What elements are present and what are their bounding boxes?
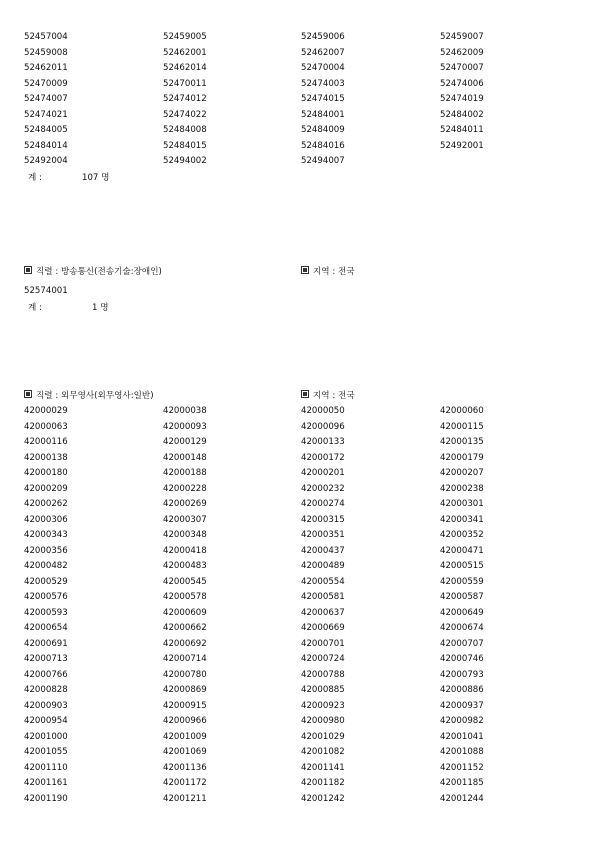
applicant-number: 42000269	[163, 499, 207, 509]
total-value: 107 명	[82, 172, 110, 183]
applicant-number: 52484002	[440, 109, 484, 120]
applicant-number: 42000341	[440, 514, 484, 525]
applicant-number: 42000301	[440, 499, 484, 509]
section-header-3	[24, 388, 584, 404]
applicant-number: 52492001	[440, 140, 484, 151]
applicant-number: 42001069	[163, 747, 207, 757]
applicant-number: 52484015	[163, 140, 207, 151]
applicant-number: 42000915	[163, 700, 207, 711]
applicant-number: 42000886	[440, 685, 484, 695]
applicant-number: 42000489	[301, 561, 345, 571]
total-label: 계 :	[28, 172, 42, 183]
region-label	[301, 388, 355, 404]
applicant-number: 52484001	[301, 109, 345, 120]
applicant-number: 42000307	[163, 514, 207, 525]
applicant-number: 52459008	[24, 47, 68, 58]
applicant-number: 42000232	[301, 483, 345, 494]
applicant-number: 52474012	[163, 94, 207, 104]
applicant-number: 42000554	[301, 576, 345, 587]
applicant-number: 42000923	[301, 700, 345, 711]
applicant-number: 42001141	[301, 762, 345, 773]
applicant-number: 52484005	[24, 125, 68, 135]
applicant-number: 42000885	[301, 685, 345, 695]
applicant-number: 52574001	[24, 286, 68, 296]
square-bullet-icon	[301, 390, 309, 398]
applicant-number: 42000691	[24, 638, 68, 649]
applicant-number: 42000674	[440, 623, 484, 633]
applicant-number: 42000903	[24, 700, 68, 711]
applicant-number: 42000172	[301, 452, 345, 463]
applicant-number: 42000780	[163, 669, 207, 680]
applicant-number: 42000352	[440, 530, 484, 540]
applicant-number: 52470011	[163, 78, 207, 89]
applicant-number: 42000966	[163, 716, 207, 726]
applicant-number: 52462007	[301, 47, 345, 58]
applicant-number: 42001211	[163, 793, 207, 804]
applicant-number: 52470004	[301, 63, 345, 73]
applicant-number: 42000096	[301, 421, 345, 432]
applicant-number: 42000129	[163, 437, 207, 447]
applicant-number: 52462014	[163, 63, 207, 73]
applicant-number: 42001244	[440, 793, 484, 804]
applicant-number: 42000828	[24, 685, 68, 695]
applicant-number: 42000713	[24, 654, 68, 664]
applicant-number: 42000207	[440, 468, 484, 478]
applicant-number: 42000529	[24, 576, 68, 587]
total-label: 계 :	[28, 302, 42, 313]
job-category-label	[24, 264, 162, 280]
applicant-number: 42000515	[440, 561, 484, 571]
applicant-number: 52474015	[301, 94, 345, 104]
square-bullet-icon	[301, 266, 309, 274]
applicant-number: 42000714	[163, 654, 207, 664]
applicant-number: 52474022	[163, 109, 207, 120]
applicant-number: 52484009	[301, 125, 345, 135]
applicant-number: 42000654	[24, 623, 68, 633]
applicant-number: 42001190	[24, 793, 68, 804]
applicant-number: 42000274	[301, 499, 345, 509]
applicant-number: 52459005	[163, 32, 207, 42]
applicant-number: 42000578	[163, 592, 207, 602]
section-3	[24, 388, 584, 807]
applicant-number: 42000138	[24, 452, 68, 463]
applicant-number: 52462001	[163, 47, 207, 58]
applicant-number: 42001029	[301, 731, 345, 742]
applicant-number: 42001009	[163, 731, 207, 742]
applicant-number: 42001136	[163, 762, 207, 773]
total-value: 1 명	[92, 302, 109, 313]
applicant-number: 52474007	[24, 94, 68, 104]
applicant-number: 52484016	[301, 140, 345, 151]
applicant-number: 42000418	[163, 545, 207, 556]
applicant-number: 42000179	[440, 452, 484, 463]
applicant-number: 42000581	[301, 592, 345, 602]
applicant-number: 42000483	[163, 561, 207, 571]
applicant-number: 42000482	[24, 561, 68, 571]
total-row-1	[24, 170, 584, 186]
applicant-number: 42000209	[24, 483, 68, 494]
applicant-number: 42001242	[301, 793, 345, 804]
region-text: 지역 : 전국	[313, 267, 355, 277]
applicant-number: 42000701	[301, 638, 345, 649]
region-text: 지역 : 전국	[313, 391, 355, 401]
region-label	[301, 264, 355, 280]
applicant-number: 42000724	[301, 654, 345, 664]
job-category-text: 직렬 : 외무영사(외무영사:일반)	[36, 391, 154, 401]
square-bullet-icon	[24, 266, 32, 274]
applicant-number: 52470007	[440, 63, 484, 73]
applicant-number: 42001041	[440, 731, 484, 742]
applicant-number: 42000587	[440, 592, 484, 602]
applicant-number: 52492004	[24, 156, 68, 166]
applicant-number: 52474003	[301, 78, 345, 89]
applicant-number: 42001088	[440, 747, 484, 757]
applicant-number: 42000135	[440, 437, 484, 447]
applicant-number: 42000356	[24, 545, 68, 556]
applicant-number: 52474019	[440, 94, 484, 104]
applicant-number: 52484008	[163, 125, 207, 135]
applicant-number: 42000038	[163, 406, 207, 416]
applicant-number: 42000060	[440, 406, 484, 416]
applicant-number: 42000593	[24, 607, 68, 618]
applicant-number: 42001152	[440, 762, 484, 773]
applicant-number: 42000662	[163, 623, 207, 633]
applicant-number: 42000545	[163, 576, 207, 587]
applicant-number: 42001161	[24, 778, 68, 788]
job-category-text: 직렬 : 방송통신(전송기술:장애인)	[36, 267, 162, 277]
applicant-number: 52474006	[440, 78, 484, 89]
applicant-number: 42000148	[163, 452, 207, 463]
applicant-number: 52484011	[440, 125, 484, 135]
applicant-number: 52474021	[24, 109, 68, 120]
applicant-number: 42000707	[440, 638, 484, 649]
applicant-number: 42000559	[440, 576, 484, 587]
applicant-number: 42000063	[24, 421, 68, 432]
applicant-number: 42000201	[301, 468, 345, 478]
applicant-number: 42000188	[163, 468, 207, 478]
section-header-2	[24, 264, 584, 280]
applicant-number: 42000029	[24, 406, 68, 416]
applicant-number: 42000637	[301, 607, 345, 618]
applicant-number: 52494007	[301, 156, 345, 166]
applicant-number: 42001082	[301, 747, 345, 757]
applicant-number: 42000050	[301, 406, 345, 416]
applicant-number: 52459006	[301, 32, 345, 42]
applicant-number: 42000238	[440, 483, 484, 494]
section-2	[24, 264, 584, 316]
applicant-number: 42000306	[24, 514, 68, 525]
applicant-number: 42000116	[24, 437, 68, 447]
applicant-number: 42001172	[163, 778, 207, 788]
square-bullet-icon	[24, 390, 32, 398]
applicant-number: 42001185	[440, 778, 484, 788]
applicant-number: 42000133	[301, 437, 345, 447]
total-row-2	[24, 300, 584, 316]
applicant-number: 42000788	[301, 669, 345, 680]
job-category-label	[24, 388, 154, 404]
id-grid-1	[24, 30, 584, 170]
applicant-number: 42000228	[163, 483, 207, 494]
applicant-number: 42000262	[24, 499, 68, 509]
applicant-number: 42000980	[301, 716, 345, 726]
applicant-number: 52462009	[440, 47, 484, 58]
applicant-number: 52484014	[24, 140, 68, 151]
applicant-number: 52494002	[163, 156, 207, 166]
applicant-number: 42000869	[163, 685, 207, 695]
applicant-number: 42000649	[440, 607, 484, 618]
applicant-number: 52457004	[24, 32, 68, 42]
applicant-number: 42000343	[24, 530, 68, 540]
applicant-number: 42000746	[440, 654, 484, 664]
section-1	[24, 30, 584, 186]
applicant-number: 42000669	[301, 623, 345, 633]
applicant-number: 42000437	[301, 545, 345, 556]
applicant-number: 42000351	[301, 530, 345, 540]
applicant-number: 42000793	[440, 669, 484, 680]
applicant-number: 42000937	[440, 700, 484, 711]
applicant-number: 42001110	[24, 762, 68, 773]
applicant-number: 42000115	[440, 421, 484, 432]
applicant-number: 42000766	[24, 669, 68, 680]
applicant-number: 42000954	[24, 716, 68, 726]
applicant-number: 42001055	[24, 747, 68, 757]
applicant-number: 42000315	[301, 514, 345, 525]
applicant-number: 42000093	[163, 421, 207, 432]
applicant-number: 42000180	[24, 468, 68, 478]
applicant-number: 42000982	[440, 716, 484, 726]
applicant-number: 52462011	[24, 63, 68, 73]
applicant-number: 42000471	[440, 545, 484, 556]
id-grid-2	[24, 284, 584, 300]
applicant-number: 42000692	[163, 638, 207, 649]
applicant-number: 42000609	[163, 607, 207, 618]
applicant-number: 42001000	[24, 731, 68, 742]
applicant-number: 42001182	[301, 778, 345, 788]
applicant-number: 42000576	[24, 592, 68, 602]
applicant-number: 52459007	[440, 32, 484, 42]
id-grid-3	[24, 404, 584, 807]
applicant-number: 42000348	[163, 530, 207, 540]
applicant-number: 52470009	[24, 78, 68, 89]
